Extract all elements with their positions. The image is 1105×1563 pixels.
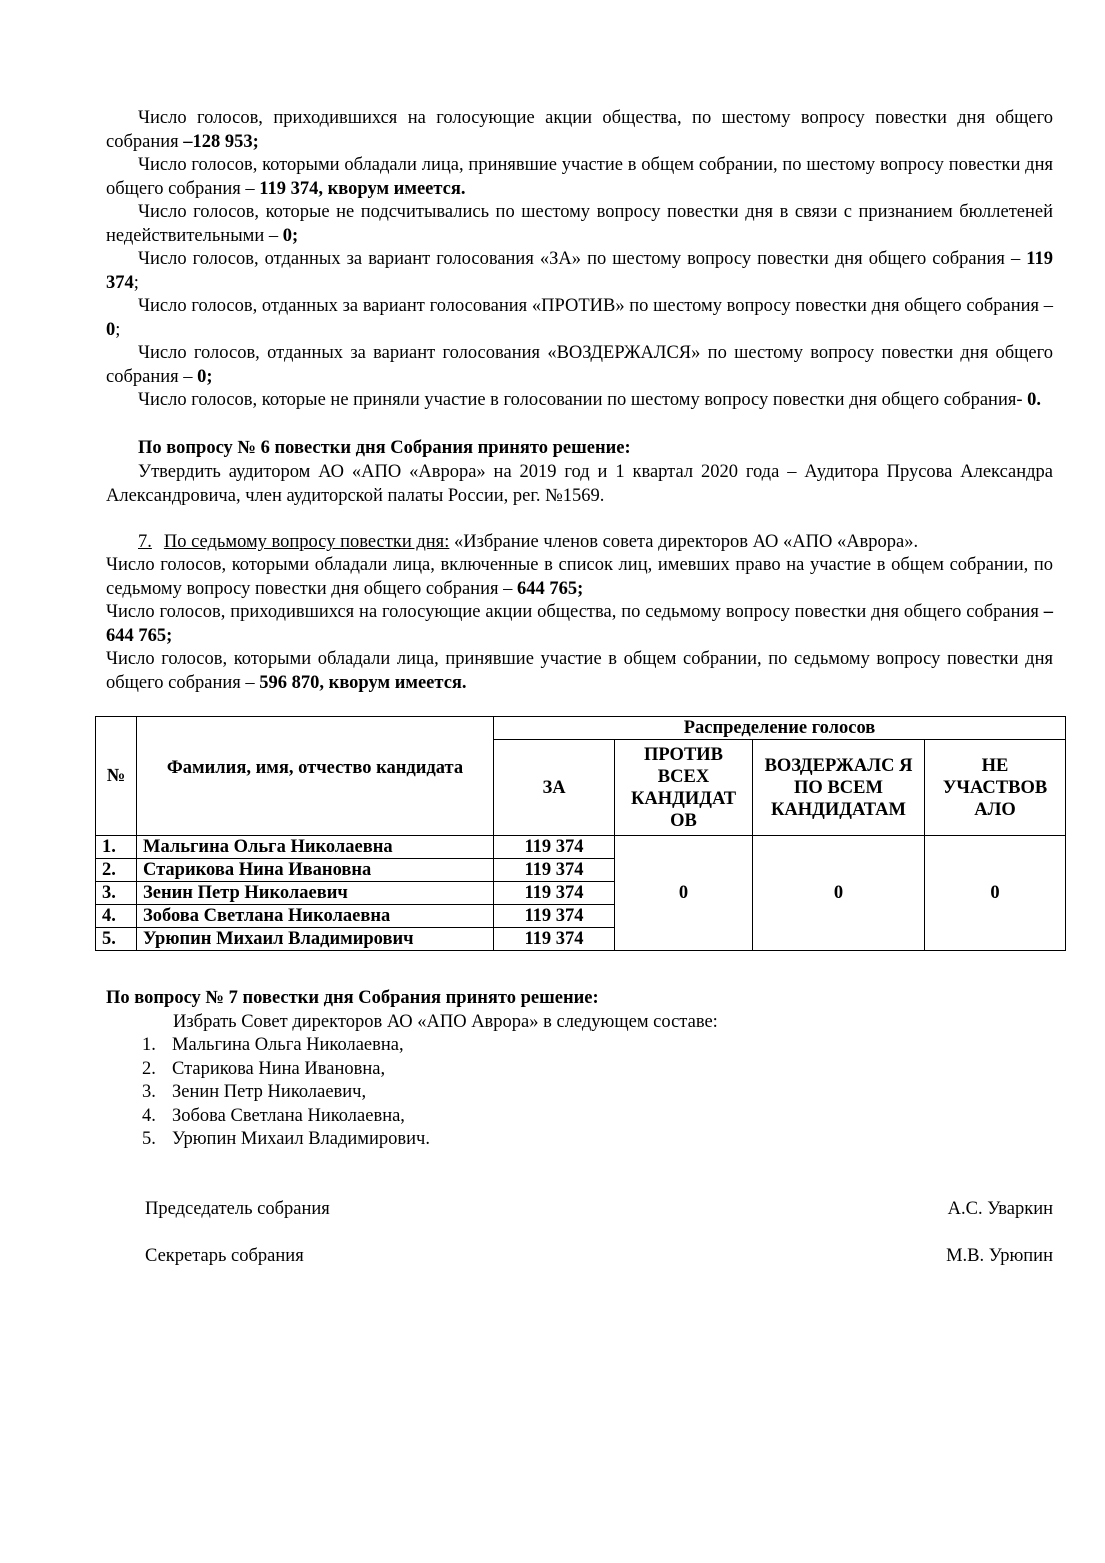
list-item: 2. Старикова Нина Ивановна, <box>142 1058 386 1079</box>
q6-votes-abstain: Число голосов, отданных за вариант голосования «ВОЗДЕРЖАЛСЯ» по шестому вопросу повестки дня общего собрания – 0; <box>106 343 1053 387</box>
q7-votes-listed: Число голосов, которыми обладали лица, включенные в список лиц, имевших право на участие в общем собрании, по седьмому вопросу повестки дня общего собрания – 644 765; <box>106 555 1053 599</box>
candidate-name: Зенин Петр Николаевич <box>137 882 494 905</box>
q7-votes-shares: Число голосов, приходившихся на голосующие акции общества, по седьмому вопросу повестки дня общего собрания – 644 765; <box>106 602 1053 646</box>
against-all-value: 0 <box>615 836 753 951</box>
header-number: № <box>96 717 137 836</box>
row-number: 3. <box>96 882 137 905</box>
candidate-name: Мальгина Ольга Николаевна <box>137 836 494 859</box>
votes-for-value: 119 374 <box>494 836 615 859</box>
q7-decision-intro: Избрать Совет директоров АО «АПО Аврора» в следующем составе: <box>173 1012 718 1032</box>
q6-votes-against: Число голосов, отданных за вариант голосования «ПРОТИВ» по шестому вопросу повестки дня общего собрания – 0; <box>106 296 1053 340</box>
table-row <box>96 836 1066 859</box>
votes-for-value: 119 374 <box>494 859 615 882</box>
row-number: 5. <box>96 928 137 951</box>
q7-title: 7. По седьмому вопросу повестки дня: «Избрание членов совета директоров АО «АПО «Аврора». <box>138 532 919 552</box>
abstain-all-value: 0 <box>753 836 925 951</box>
q6-decision-text: Утвердить аудитором АО «АПО «Аврора» на 2019 год и 1 квартал 2020 года – Аудитора Прусова Александра Александровича, член аудиторской палаты России, рег. №1569. <box>106 462 1053 506</box>
q7-decision-heading: По вопросу № 7 повестки дня Собрания принято решение: <box>106 988 599 1008</box>
q7-votes-participants: Число голосов, которыми обладали лица, принявшие участие в общем собрании, по седьмому вопросу повестки дня общего собрания – 596 870, кворум имеется. <box>106 649 1053 693</box>
candidate-name: Старикова Нина Ивановна <box>137 859 494 882</box>
q6-votes-not-participated: Число голосов, которые не приняли участие в голосовании по шестому вопросу повестки дня общего собрания- 0. <box>138 390 1042 410</box>
board-members-list <box>142 1034 430 1152</box>
votes-for-value: 119 374 <box>494 882 615 905</box>
q6-votes-invalid: Число голосов, которые не подсчитывались по шестому вопросу повестки дня в связи с признанием бюллетеней недействительными – 0; <box>106 202 1053 246</box>
row-number: 4. <box>96 905 137 928</box>
list-item: 5. Урюпин Михаил Владимирович. <box>142 1129 430 1149</box>
secretary-name: М.В. Урюпин <box>946 1246 1053 1266</box>
row-number: 2. <box>96 859 137 882</box>
list-item: 1. Мальгина Ольга Николаевна, <box>142 1035 404 1055</box>
list-item: 3. Зенин Петр Николаевич, <box>142 1082 367 1102</box>
votes-for-value: 119 374 <box>494 905 615 928</box>
chairman-name: А.С. Уваркин <box>947 1199 1053 1219</box>
q6-votes-shares: Число голосов, приходившихся на голосующие акции общества, по шестому вопросу повестки дня общего собрания –128 953; <box>106 108 1053 152</box>
list-item: 4. Зобова Светлана Николаевна, <box>142 1105 405 1126</box>
secretary-role: Секретарь собрания <box>145 1246 304 1266</box>
chairman-role: Председатель собрания <box>145 1199 330 1219</box>
candidate-name: Зобова Светлана Николаевна <box>137 905 494 928</box>
q6-decision-heading: По вопросу № 6 повестки дня Собрания принято решение: <box>138 438 631 458</box>
candidate-name: Урюпин Михаил Владимирович <box>137 928 494 951</box>
header-vote-distribution: Распределение голосов <box>494 717 1066 740</box>
q6-votes-for: Число голосов, отданных за вариант голосования «ЗА» по шестому вопросу повестки дня общего собрания – 119 374; <box>106 249 1053 293</box>
header-for: ЗА <box>494 740 615 836</box>
row-number: 1. <box>96 836 137 859</box>
header-candidate-name: Фамилия, имя, отчество кандидата <box>137 717 494 836</box>
header-against-all: ПРОТИВ ВСЕХ КАНДИДАТ ОВ <box>615 740 753 836</box>
header-not-participated: НЕ УЧАСТВОВ АЛО <box>925 740 1066 836</box>
header-abstain-all: ВОЗДЕРЖАЛС Я ПО ВСЕМ КАНДИДАТАМ <box>753 740 925 836</box>
not-participated-value: 0 <box>925 836 1066 951</box>
q6-votes-participants: Число голосов, которыми обладали лица, принявшие участие в общем собрании, по шестому вопросу повестки дня общего собрания – 119 374, кворум имеется. <box>106 155 1053 199</box>
votes-for-value: 119 374 <box>494 928 615 951</box>
votes-table <box>95 716 1066 951</box>
